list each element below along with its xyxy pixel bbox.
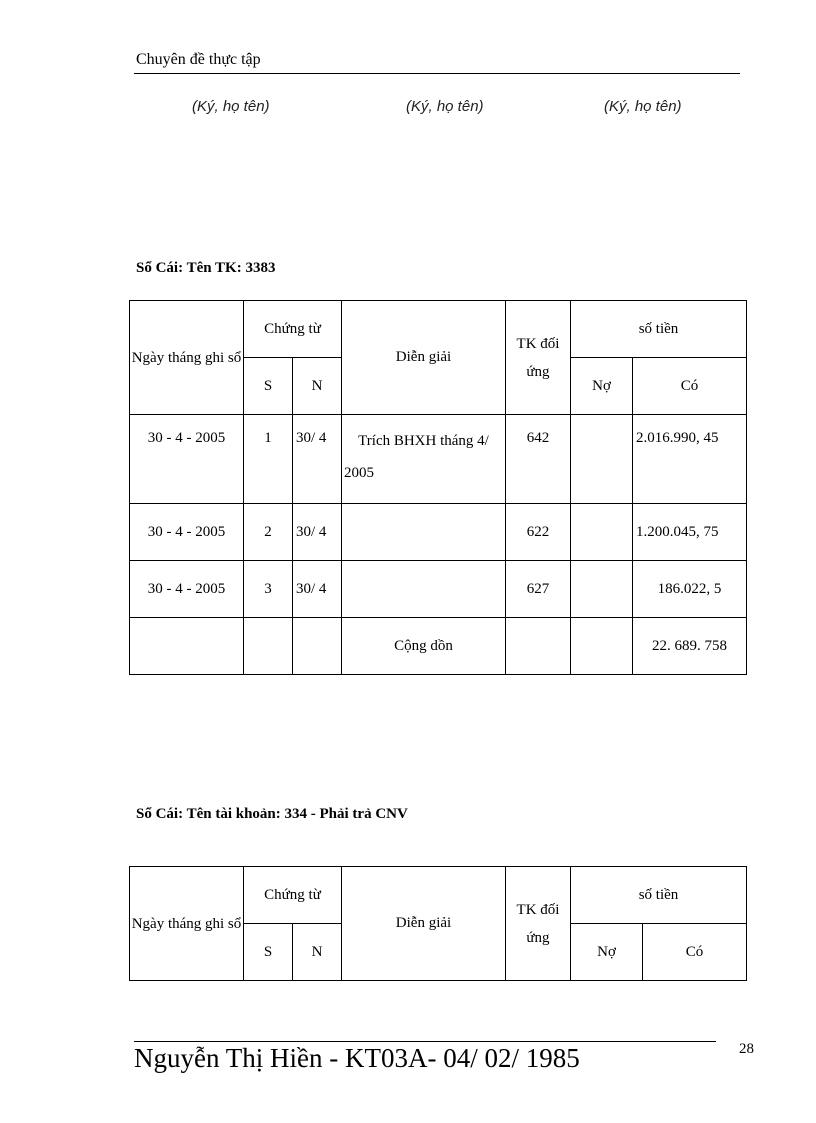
cell-n xyxy=(293,618,342,675)
cell-date: 30 - 4 - 2005 xyxy=(130,504,244,561)
table-row xyxy=(130,415,747,504)
cell-credit: 1.200.045, 75 xyxy=(633,504,747,561)
col-header-account: TK đối ứng xyxy=(506,301,571,415)
col-header-amount: số tiền xyxy=(571,867,747,924)
signature-label-2: (Ký, họ tên) xyxy=(406,98,484,115)
cell-account: 627 xyxy=(506,561,571,618)
col-header-voucher: Chứng từ xyxy=(244,301,342,358)
cell-description xyxy=(342,504,506,561)
cell-date: 30 - 4 - 2005 xyxy=(130,415,244,504)
cell-n: 30/ 4 xyxy=(293,415,342,504)
ledger1-table xyxy=(129,300,747,675)
cell-debit xyxy=(571,415,633,504)
signature-label-3: (Ký, họ tên) xyxy=(604,98,682,115)
cell-date: 30 - 4 - 2005 xyxy=(130,561,244,618)
header-title: Chuyên đề thực tập xyxy=(136,51,261,68)
col-header-date: Ngày tháng ghi sổ xyxy=(130,867,244,981)
col-header-voucher-s: S xyxy=(244,358,293,415)
cell-s xyxy=(244,618,293,675)
cell-date xyxy=(130,618,244,675)
col-header-description: Diễn giải xyxy=(342,301,506,415)
cell-s: 3 xyxy=(244,561,293,618)
footer-rule xyxy=(134,1041,716,1042)
table-row xyxy=(130,561,747,618)
col-header-voucher-n: N xyxy=(293,924,342,981)
cell-account: 642 xyxy=(506,415,571,504)
cell-credit: 186.022, 5 xyxy=(633,561,747,618)
col-header-voucher-n: N xyxy=(293,358,342,415)
cell-account: 622 xyxy=(506,504,571,561)
cell-account xyxy=(506,618,571,675)
cell-s: 1 xyxy=(244,415,293,504)
col-header-debit: Nợ xyxy=(571,924,643,981)
cell-s: 2 xyxy=(244,504,293,561)
page-number: 28 xyxy=(739,1041,754,1057)
cell-n: 30/ 4 xyxy=(293,561,342,618)
col-header-account: TK đối ứng xyxy=(506,867,571,981)
cell-description: Trích BHXH tháng 4/ 2005 xyxy=(342,415,506,504)
signature-label-1: (Ký, họ tên) xyxy=(192,98,270,115)
col-header-credit: Có xyxy=(643,924,747,981)
cell-description xyxy=(342,561,506,618)
col-header-voucher: Chứng từ xyxy=(244,867,342,924)
footer-author: Nguyễn Thị Hiền - KT03A- 04/ 02/ 1985 xyxy=(134,1043,580,1073)
table-row-total xyxy=(130,618,747,675)
col-header-amount: số tiền xyxy=(571,301,747,358)
ledger2-table xyxy=(129,866,747,981)
total-label: Cộng dồn xyxy=(342,618,506,675)
cell-debit xyxy=(571,504,633,561)
col-header-voucher-s: S xyxy=(244,924,293,981)
col-header-credit: Có xyxy=(633,358,747,415)
header-rule xyxy=(134,73,740,74)
ledger1-title: Sổ Cái: Tên TK: 3383 xyxy=(136,260,276,276)
cell-credit: 2.016.990, 45 xyxy=(633,415,747,504)
col-header-date: Ngày tháng ghi sổ xyxy=(130,301,244,415)
ledger2-title: Sổ Cái: Tên tài khoản: 334 - Phải trả CNV xyxy=(136,806,408,822)
table-row xyxy=(130,504,747,561)
col-header-description: Diễn giải xyxy=(342,867,506,981)
total-credit: 22. 689. 758 xyxy=(633,618,747,675)
col-header-debit: Nợ xyxy=(571,358,633,415)
cell-debit xyxy=(571,561,633,618)
cell-debit xyxy=(571,618,633,675)
cell-n: 30/ 4 xyxy=(293,504,342,561)
